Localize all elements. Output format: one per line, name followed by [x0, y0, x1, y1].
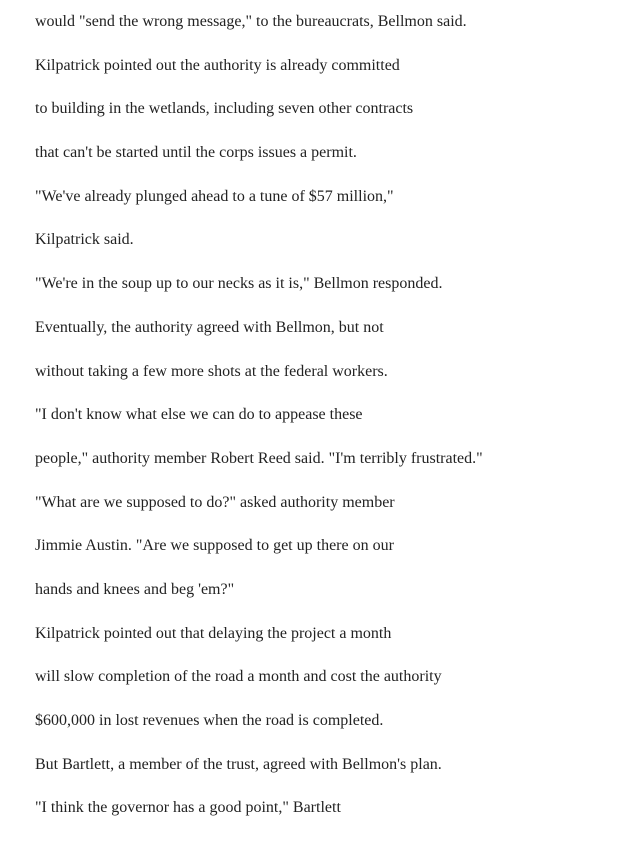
- article-line: "I don't know what else we can do to appease these: [35, 406, 363, 424]
- article-line: would "send the wrong message," to the bureaucrats, Bellmon said.: [35, 13, 467, 30]
- article-line: hands and knees and beg 'em?": [35, 580, 235, 598]
- article-line: Kilpatrick said.: [35, 231, 134, 249]
- article-line: Kilpatrick pointed out that delaying the project a month: [35, 624, 392, 642]
- article-line: to building in the wetlands, including seven other contracts: [35, 100, 414, 118]
- article-line: But Bartlett, a member of the trust, agreed with Bellmon's plan.: [35, 755, 442, 773]
- article-body: [35, 10, 625, 840]
- article-line: "What are we supposed to do?" asked authority member: [35, 493, 395, 511]
- article-line: Jimmie Austin. "Are we supposed to get up there on our: [35, 537, 394, 555]
- article-line: $600,000 in lost revenues when the road is completed.: [35, 712, 384, 729]
- article-line: Kilpatrick pointed out the authority is already committed: [35, 56, 400, 74]
- article-line: without taking a few more shots at the federal workers.: [35, 362, 388, 380]
- article-line: people," authority member Robert Reed said. "I'm terribly frustrated.": [35, 449, 483, 467]
- article-line: will slow completion of the road a month and cost the authority: [35, 668, 442, 686]
- article-line: "We're in the soup up to our necks as it is," Bellmon responded.: [35, 275, 443, 293]
- article-line: "We've already plunged ahead to a tune of $57 million,": [35, 187, 394, 205]
- article-line: "I think the governor has a good point," Bartlett: [35, 799, 341, 817]
- article-line: that can't be started until the corps issues a permit.: [35, 144, 357, 162]
- article-line: Eventually, the authority agreed with Bellmon, but not: [35, 318, 384, 336]
